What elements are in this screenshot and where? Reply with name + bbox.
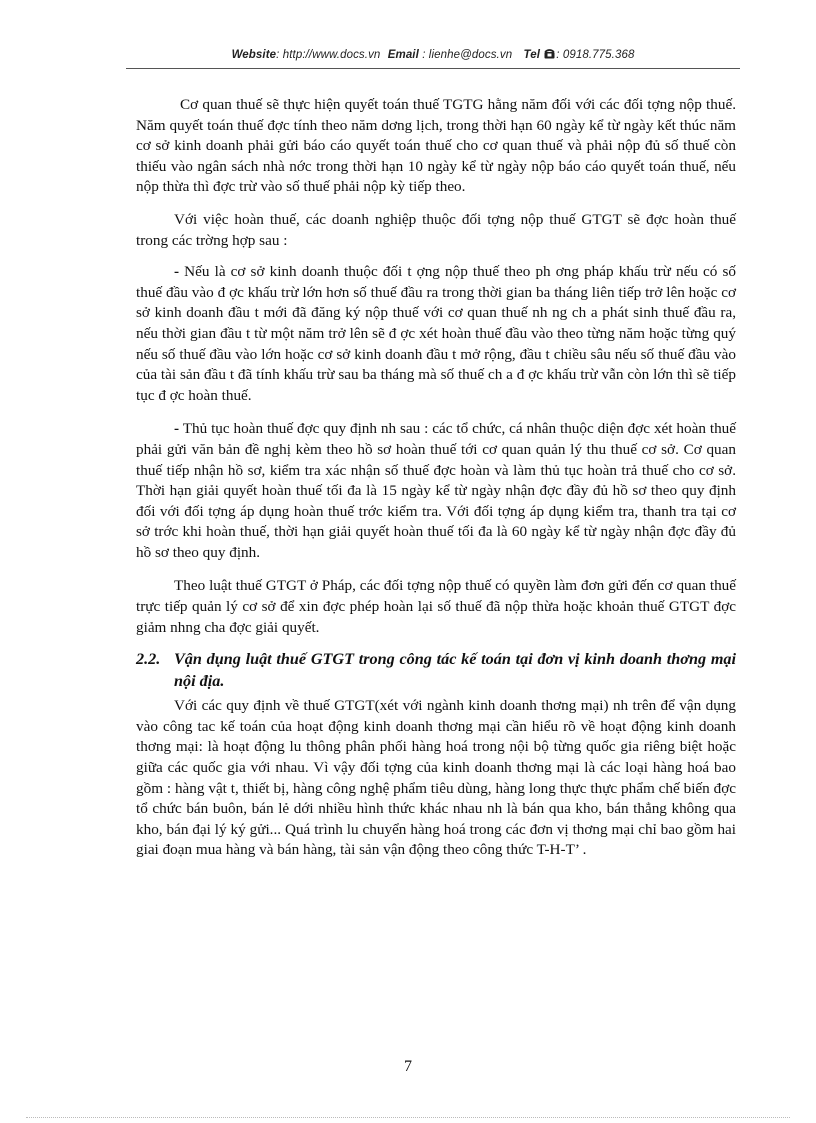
- bullet-mark: -: [174, 263, 180, 281]
- email-value: : lienhe@docs.vn: [418, 49, 513, 61]
- header-divider: [126, 68, 740, 69]
- paragraph-application: Với các quy định về thuế GTGT(xét với ngành kinh doanh thơng mại) nh trên để vận dụng vào công tac kế toán của hoạt động kinh doanh thơng mại cần hiểu rõ về hoạt động kinh doanh thơng mại: là hoạt động lu thông phân phối hàng hoá trong nội bộ từng quốc gia riêng biệt hoặc giữa các quốc gia với nhau. Vì vậy đối tợng của kinh doanh thơng mại là các loại hàng hoá bao gồm : hàng vật t, thiết bị, hàng công nghệ phẩm tiêu dùng, hàng long thực thực phẩm chế biến đợc tổ chức bán buôn, bán lẻ dới nhiều hình thức khác nhau nh là bán qua kho, bán thẳng không qua kho, bán đại lý ký gửi... Quá trình lu chuyển hàng hoá trong các đơn vị thơng mại chỉ bao gồm hai giai đoạn mua hàng và bán hàng, tài sản vận động theo công thức T-H-T’ .: [136, 697, 736, 859]
- bullet-text: Nếu là cơ sở kinh doanh thuộc đối t ợng nộp thuế theo ph ơng pháp khấu trừ nếu có số thuế đầu vào đ ợc khấu trừ lớn hơn số thuế đầu ra trong thời gian ba tháng liên tiếp trở lên hoặc cơ sở kinh doanh đầu t mới đã đăng ký nộp thuế với cơ quan thuế nh ng ch a phát sinh thuế đầu ra, nếu thời gian đầu t từ một năm trở lên sẽ đ ợc xét hoàn thuế đầu vào theo từng năm hoặc từng quý nếu số thuế đầu vào lớn hoặc cơ sở kinh doanh đầu t mở rộng, đầu t chiều sâu nếu số thuế đầu vào của tài sản đầu t đã tính khấu trừ sau ba tháng mà số thuế ch a đ ợc khấu trừ vẫn còn lớn thì sẽ tiếp tục đ ợc hoàn thuế.: [136, 263, 736, 404]
- website-label: Website: [231, 49, 277, 61]
- section-title: Vận dụng luật thuế GTGT trong công tác kế toán tại đơn vị kinh doanh thơng mại nội địa.: [174, 650, 736, 690]
- document-body: [136, 95, 736, 872]
- bullet-item-deduction: [136, 262, 736, 406]
- tel-label: Tel: [523, 49, 540, 61]
- paragraph-refund-intro: Với việc hoàn thuế, các doanh nghiệp thuộc đối tợng nộp thuế GTGT sẽ đợc hoàn thuế trong các trờng hợp sau :: [136, 210, 736, 249]
- page-bottom-border: [26, 1117, 790, 1118]
- tel-value: : 0918.775.368: [556, 49, 635, 61]
- section-heading: [136, 649, 736, 692]
- website-value: : http://www.docs.vn: [276, 49, 381, 61]
- email-label: Email: [387, 49, 419, 61]
- paragraph-settlement: Cơ quan thuế sẽ thực hiện quyết toán thuế TGTG hằng năm đối với các đối tợng nộp thuế. Năm quyết toán thuế đợc tính theo năm dơng lịch, trong thời hạn 60 ngày kể từ ngày kết thúc năm cơ sở kinh doanh phải gửi báo cáo quyết toán thuế cho cơ quan thuế và phải nộp đủ số thuế còn thiếu vào ngân sách nhà nớc trong thời hạn 10 ngày kể từ ngày nộp báo cáo quyết toán thuế, nếu nộp thừa thì đợc trừ vào số thuế phải nộp kỳ tiếp theo.: [136, 96, 736, 196]
- bullet-text: Thủ tục hoàn thuế đợc quy định nh sau : các tổ chức, cá nhân thuộc diện đợc xét hoàn thuế phải gửi văn bản đề nghị kèm theo hồ sơ hoàn thuế tới cơ quan quản lý thu thuế cơ sở. Cơ quan thuế tiếp nhận hồ sơ, kiểm tra xác nhận số thuế đợc hoàn và làm thủ tục hoàn trả thuế cho cơ sở. Thời hạn giải quyết hoàn thuế tối đa là 15 ngày kể từ ngày nhận đợc đầy đủ hồ sơ theo quy định đối với đối tợng áp dụng hoàn thuế trớc kiểm tra. Với đối tợng áp dụng kiểm tra, thanh tra tại cơ sở trớc khi hoàn thuế, thời hạn giải quyết hoàn thuế tối đa là 60 ngày kể từ ngày nhận đợc đầy đủ hồ sơ theo quy định.: [136, 420, 736, 561]
- page-header: [126, 48, 740, 62]
- telephone-icon: [544, 48, 555, 62]
- section-number: 2.2.: [136, 650, 161, 669]
- bullet-item-procedure: [136, 419, 736, 563]
- paragraph-france: Theo luật thuế GTGT ở Pháp, các đối tợng nộp thuế có quyền làm đơn gửi đến cơ quan thuế trực tiếp quản lý cơ sở để xin đợc phép hoàn lại số thuế đã nộp thừa hoặc khoản thuế GTGT đợc giảm nhng cha đợc giải quyết.: [136, 577, 736, 636]
- bullet-mark: -: [174, 420, 180, 438]
- page-number: 7: [404, 1058, 412, 1075]
